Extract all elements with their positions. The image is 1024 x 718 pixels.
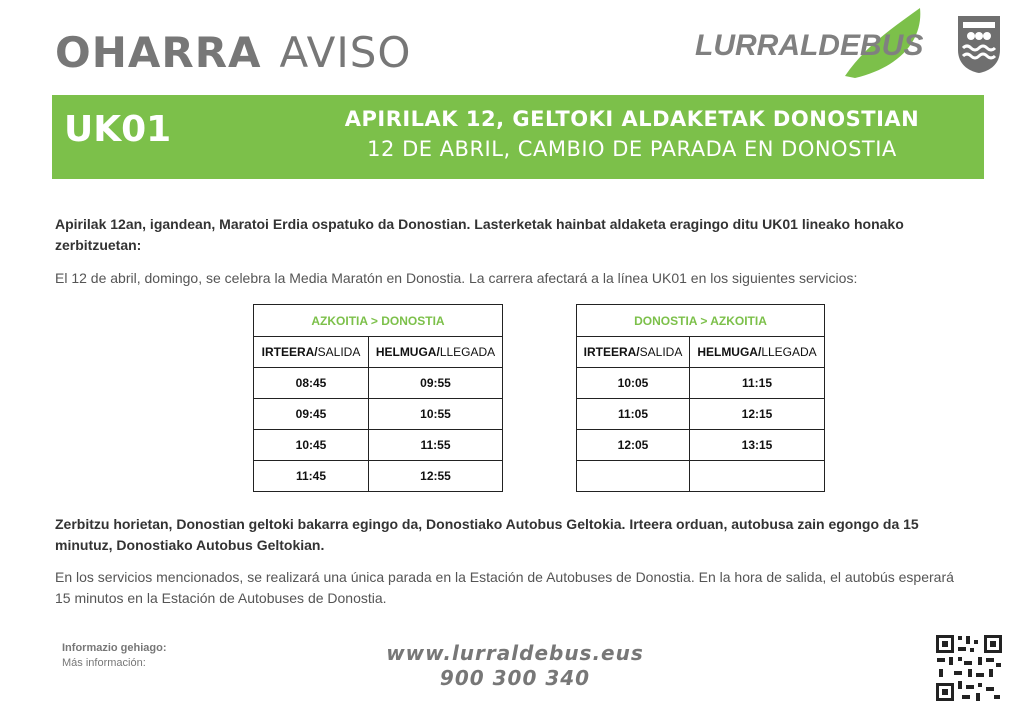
departure-time: 08:45 — [254, 368, 369, 399]
website-link[interactable]: www.lurraldebus.eus — [386, 641, 644, 665]
line-code: UK01 — [64, 109, 172, 150]
timetable-azkoitia-donostia — [253, 304, 503, 492]
table-row — [254, 430, 503, 461]
intro-basque: Apirilak 12an, igandean, Maratoi Erdia ospatuko da Donostian. Lasterketak hainbat aldaketa eragingo ditu UK01 lineako honako zerbitzuetan: — [55, 216, 904, 253]
table-row — [577, 368, 825, 399]
route-header: AZKOITIA > DONOSTIA — [254, 305, 503, 337]
col-departure: IRTEERA/SALIDA — [254, 337, 369, 368]
note-basque: Zerbitzu horietan, Donostian geltoki bakarra egingo da, Donostiako Autobus Geltokia. Irteera orduan, autobusa zain egongo da 15 minutuz, Donostiako Autobus Geltokian. — [55, 516, 919, 553]
banner-heading-spanish: 12 DE ABRIL, CAMBIO DE PARADA EN DONOSTIA — [367, 137, 897, 161]
table-row — [577, 399, 825, 430]
intro-spanish: El 12 de abril, domingo, se celebra la Media Maratón en Donostia. La carrera afectará a la línea UK01 en los siguientes servicios: — [55, 270, 858, 286]
table-row — [577, 430, 825, 461]
departure-time: 12:05 — [577, 430, 690, 461]
table-row — [577, 461, 825, 492]
more-info-spanish: Más información: — [62, 657, 146, 669]
title-spanish: AVISO — [279, 28, 412, 77]
table-row — [254, 368, 503, 399]
table-row — [254, 399, 503, 430]
arrival-time: 09:55 — [369, 368, 503, 399]
note-spanish: En los servicios mencionados, se realizará una única parada en la Estación de Autobuses de Donostia. En la hora de salida, el autobús esperará 15 minutos en la Estación de Autobuses de Donostia. — [55, 569, 954, 606]
arrival-time: 10:55 — [369, 399, 503, 430]
logo-text: LURRALDEBUS — [695, 29, 924, 62]
timetable-donostia-azkoitia — [576, 304, 825, 492]
lurraldebus-logo — [695, 6, 925, 81]
departure-time: 10:45 — [254, 430, 369, 461]
notice-banner — [52, 95, 984, 179]
qr-code-icon[interactable] — [934, 633, 1004, 703]
departure-time: 11:45 — [254, 461, 369, 492]
gipuzkoa-shield-icon — [956, 14, 1002, 74]
more-info-basque: Informazio gehiago: — [62, 642, 167, 654]
departure-time: 10:05 — [577, 368, 690, 399]
title-basque: OHARRA — [55, 28, 262, 77]
phone-number: 900 300 340 — [439, 666, 591, 690]
table-row — [254, 461, 503, 492]
arrival-time: 12:55 — [369, 461, 503, 492]
route-header: DONOSTIA > AZKOITIA — [577, 305, 825, 337]
arrival-time: 11:55 — [369, 430, 503, 461]
departure-time — [577, 461, 690, 492]
col-arrival: HELMUGA/LLEGADA — [369, 337, 503, 368]
page-title — [55, 28, 411, 77]
col-departure: IRTEERA/SALIDA — [577, 337, 690, 368]
arrival-time — [690, 461, 825, 492]
departure-time: 09:45 — [254, 399, 369, 430]
banner-heading-basque: APIRILAK 12, GELTOKI ALDAKETAK DONOSTIAN — [344, 107, 920, 131]
arrival-time: 12:15 — [690, 399, 825, 430]
col-arrival: HELMUGA/LLEGADA — [690, 337, 825, 368]
arrival-time: 13:15 — [690, 430, 825, 461]
arrival-time: 11:15 — [690, 368, 825, 399]
departure-time: 11:05 — [577, 399, 690, 430]
